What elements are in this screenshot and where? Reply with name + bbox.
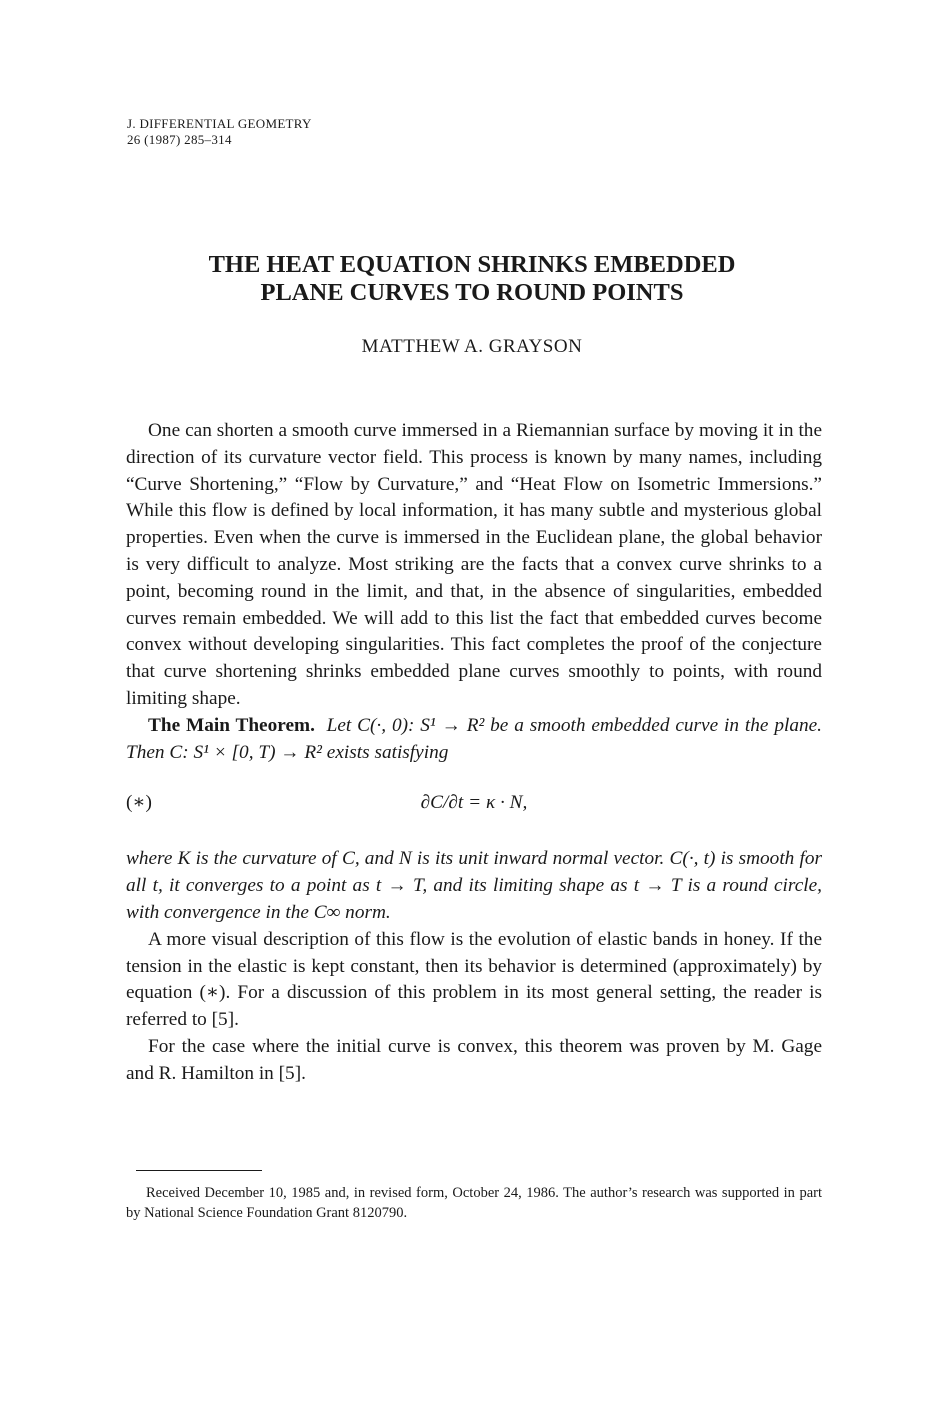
footnote-divider [136, 1170, 262, 1171]
author-name: MATTHEW A. GRAYSON [361, 336, 583, 357]
theorem-continuation: where K is the curvature of C, and N is its unit inward normal vector. C(·, t) is smooth for all t, it converges to a point as t → T, and its limiting shape as t → T is a round circle, with convergence in the C∞ norm. [126, 848, 822, 923]
intro-paragraph: One can shorten a smooth curve immersed in a Riemannian surface by moving it in the direction of its curvature vector field. This process is known by many names, including “Curve Shortening,” “Flow by Curvature,” and “Heat Flow on Isometric Immersions.” While this flow is defined by local information, it has many subtle and mysterious global properties. Even when the curve is immersed in the Euclidean plane, the global behavior is very difficult to analyze. Most striking are the facts that a convex curve shrinks to a point, becoming round in the limit, and that, in the absence of singularities, embedded curves remain embedded. We will add to this list the fact that embedded curves become convex without developing singularities. This fact completes the proof of the conjecture that curve shortening shrinks embedded plane curves smoothly to points, with round limiting shape. [126, 420, 822, 709]
theorem-paragraph [126, 713, 822, 767]
convex-case-paragraph: For the case where the initial curve is convex, this theorem was proven by M. Gage and R. Hamilton in [5]. [126, 1035, 822, 1084]
paper-title [0, 251, 944, 307]
journal-header [127, 116, 312, 148]
title-line-1: THE HEAT EQUATION SHRINKS EMBEDDED [208, 251, 736, 278]
footnote-text: Received December 10, 1985 and, in revised form, October 24, 1986. The author’s research was supported in part by National Science Foundation Grant 8120790. [126, 1185, 822, 1221]
equation-formula: ∂C/∂t = κ · N, [420, 792, 528, 814]
equation-tag: (∗) [126, 792, 152, 814]
journal-name: J. DIFFERENTIAL GEOMETRY [127, 116, 312, 131]
honey-paragraph: A more visual description of this flow is the evolution of elastic bands in honey. If the tension in the elastic is kept constant, then its behavior is determined (approximately) by equation (∗). For a discussion of this problem in its most general setting, the reader is referred to [5]. [126, 928, 822, 1031]
equation-block [126, 776, 822, 830]
main-text [126, 418, 822, 1088]
journal-volume: 26 (1987) 285–314 [127, 132, 232, 147]
footnote [126, 1183, 822, 1223]
theorem-label: The Main Theorem. [148, 714, 315, 736]
title-line-2: PLANE CURVES TO ROUND POINTS [260, 279, 684, 306]
theorem-statement: Let C(·, 0): S¹ → R² be a smooth embedded curve in the plane. Then C: S¹ × [0, T) → R² exists satisfying [126, 714, 822, 763]
